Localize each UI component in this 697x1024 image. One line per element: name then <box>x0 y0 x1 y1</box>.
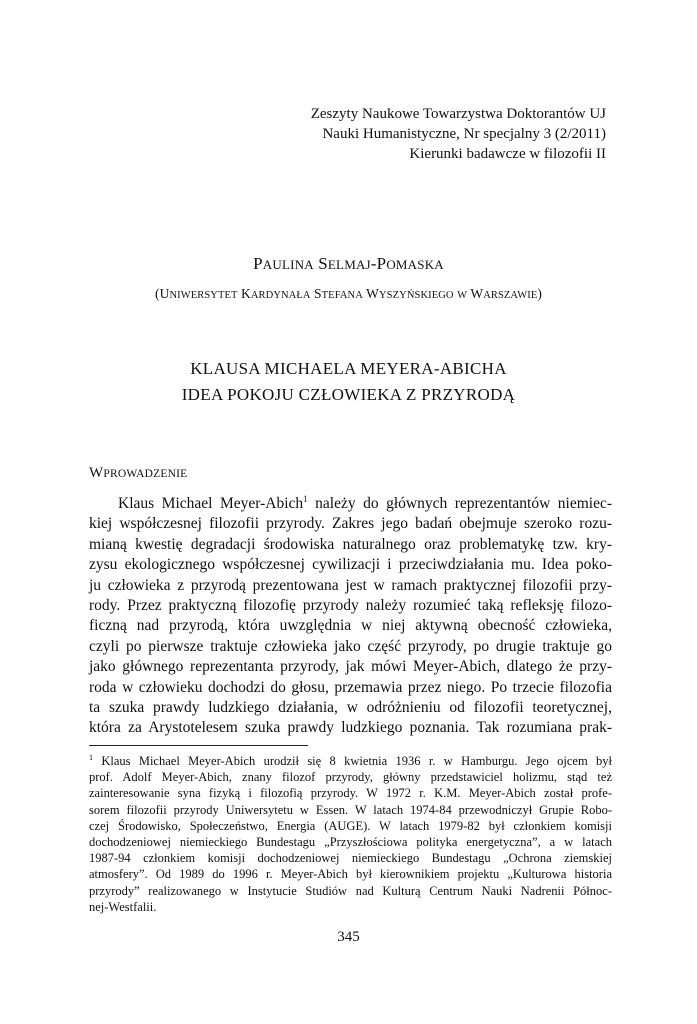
journal-header <box>311 104 606 164</box>
article-title-line-1: KLAUSA MICHAELA MEYERA-ABICHA <box>190 359 507 378</box>
footnote-line: 1987-94 członkiem komisji dochodzeniowej niemieckiego Bundestagu „Ochrona ziemskiej <box>89 851 612 866</box>
footnote-line: przyrody” realizowanego w Instytucie Studiów nad Kulturą Centrum Nauki Nadrenii Północ- <box>89 883 612 898</box>
body-line: która za Arystotelesem szuka prawdy ludzkiego poznania. Tak rozumiana prak- <box>89 719 612 737</box>
page-number: 345 <box>337 929 360 945</box>
article-title <box>0 356 697 408</box>
body-line: rody. Przez praktyczną filozofię przyrody należy rozumieć taką refleksję filozo- <box>89 597 612 615</box>
body-line: kiej współczesnej filozofii przyrody. Zakres jego badań obejmuje szeroko rozu- <box>89 515 612 533</box>
footnote-line: dochodzeniowej niemieckiego Bundestagu „Przyszłościowa polityka energetyczna”, a w latach <box>89 835 612 850</box>
footnote-line: prof. Adolf Meyer-Abich, znany filozof przyrody, główny przedstawiciel holizmu, stąd też <box>89 770 612 785</box>
body-line-start: Klaus Michael Meyer-Abich <box>118 495 304 512</box>
author-name <box>0 254 697 274</box>
footnote-line: atmosfery”. Od 1989 do 1996 r. Meyer-Abich był kierownikiem projektu „Kulturowa historia <box>89 867 612 882</box>
footnote-line: nej-Westfalii. <box>89 899 157 914</box>
footnote-marker[interactable]: 1 <box>303 493 308 504</box>
body-paragraph <box>89 494 612 739</box>
body-line: mianą kwestię degradacji środowiska naturalnego oraz problematykę tzw. kry- <box>89 535 612 553</box>
journal-name: Zeszyty Naukowe Towarzystwa Doktorantów UJ <box>310 106 606 122</box>
body-line: czyli po pierwsze traktuje człowieka jako część przyrody, po drugie traktuje go <box>89 637 612 655</box>
footnote-line: sorem filozofii przyrody Uniwersytetu w Essen. W latach 1974-84 przewodniczył Grupie Robo- <box>89 802 612 817</box>
journal-series: Nauki Humanistyczne, Nr specjalny 3 (2/2011) <box>322 126 606 142</box>
volume-title: Kierunki badawcze w filozofii II <box>409 146 606 162</box>
body-line: ju człowieka z przyrodą prezentowana jest w ramach praktycznej filozofii przy- <box>89 576 612 594</box>
section-heading <box>89 465 187 482</box>
author-name-text: PAULINA SELMAJ-POMASKA <box>253 254 444 273</box>
body-line <box>89 494 612 514</box>
body-line: roda w człowieku dochodzi do głosu, przemawia przez niego. Po trzecie filozofia <box>89 678 612 696</box>
section-heading-text: WPROWADZENIE <box>89 465 188 481</box>
body-line: ficzną nad przyrodą, która uwzględnia w niej aktywną obecność człowieka, <box>89 617 612 635</box>
author-affiliation-text: (UNIWERSYTET KARDYNAŁA STEFANA WYSZYŃSKIEGO W WARSZAWIE) <box>155 286 542 301</box>
body-line: jako głównego reprezentanta przyrody, jak mówi Meyer-Abich, dlatego że przy- <box>89 658 612 676</box>
author-affiliation <box>0 286 697 302</box>
footnote-line-text: Klaus Michael Meyer-Abich urodził się 8 kwietnia 1936 r. w Hamburgu. Jego ojcem był <box>93 754 612 768</box>
article-title-line-2: IDEA POKOJU CZŁOWIEKA Z PRZYRODĄ <box>181 385 516 404</box>
footnote-line <box>89 753 612 769</box>
footnote-line: zainteresowanie syna fizyką i filozofią przyrody. W 1972 r. K.M. Meyer-Abich został profe- <box>89 786 612 801</box>
footnote-separator <box>89 745 308 746</box>
footnote <box>89 753 612 915</box>
footnote-number: 1 <box>89 752 93 762</box>
body-line: ta szuka prawdy ludzkiego działania, w odróżnieniu od filozofii teoretycznej, <box>89 699 612 717</box>
footnote-line: czej Środowisko, Społeczeństwo, Energia (AUGE). W latach 1979-82 był członkiem komisji <box>89 818 612 833</box>
body-line: zysu ekologicznego współczesnej cywilizacji i przeciwdziałania mu. Idea poko- <box>89 556 612 574</box>
body-line-rest: należy do głównych reprezentantów niemiec- <box>307 495 612 512</box>
